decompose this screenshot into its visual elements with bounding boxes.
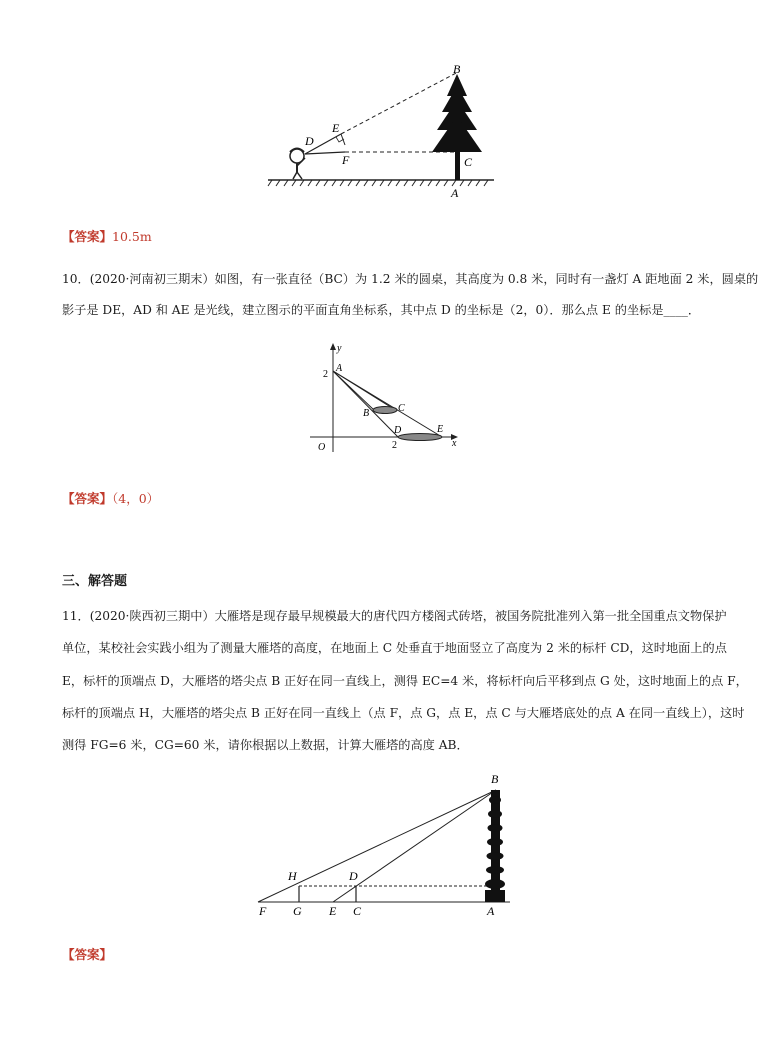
answer-q10: [62, 489, 159, 507]
label-F: F: [259, 904, 267, 918]
figure-pagoda: [250, 768, 515, 920]
x-tick-2: 2: [392, 440, 397, 451]
axis-y-label: y: [337, 343, 342, 354]
label-C: C: [353, 904, 362, 918]
question-11-line-4: 标杆的顶端点 H，大雁塔的塔尖点 B 正好在同一直线上（点 F，点 G，点 E，点 C 与大雁塔底处的点 A 在同一直线上），这时: [62, 706, 745, 720]
label-H: H: [288, 869, 297, 883]
label-B: B: [363, 408, 370, 419]
figure-table-shadow: [300, 338, 470, 458]
label-E: E: [437, 424, 444, 435]
pagoda-icon: [485, 790, 505, 902]
label-G: G: [293, 904, 302, 918]
person-icon: [290, 149, 305, 180]
answer-tag: 【答案】: [62, 491, 113, 506]
label-D: D: [305, 134, 314, 148]
question-11-line-3: E，标杆的顶端点 D，大雁塔的塔尖点 B 正好在同一直线上，测得 EC=4 米，将标杆向后平移到点 G 处，这时地面上的点 F，: [62, 674, 748, 688]
label-A: A: [451, 186, 459, 200]
axis-x-label: x: [452, 438, 457, 449]
y-tick-2: 2: [323, 369, 328, 380]
label-B: B: [453, 62, 461, 76]
answer-tag: 【答案】: [62, 947, 113, 962]
section-title: 三、解答题: [62, 574, 128, 589]
question-10-line-1: 10．(2020·河南初三期末）如图，有一张直径（BC）为 1.2 米的圆桌，其高度为 0.8 米，同时有一盏灯 A 距地面 2 米，圆桌的: [62, 272, 759, 286]
answer-q9: [62, 227, 152, 245]
label-F: F: [342, 153, 350, 167]
label-C: C: [398, 403, 405, 414]
answer-q11: [62, 945, 112, 963]
label-A: A: [487, 904, 495, 918]
tree-icon: [432, 74, 482, 180]
label-B: B: [491, 772, 499, 786]
label-E: E: [332, 121, 340, 135]
question-10-line-2: 影子是 DE，AD 和 AE 是光线，建立图示的平面直角坐标系，其中点 D 的坐标是（2，0）．那么点 E 的坐标是____．: [62, 303, 701, 317]
question-11-line-5: 测得 FG=6 米，CG=60 米，请你根据以上数据，计算大雁塔的高度 AB．: [62, 738, 469, 752]
question-11-line-2: 单位，某校社会实践小组为了测量大雁塔的高度，在地面上 C 处垂直于地面竖立了高度为 2 米的标杆 CD，这时地面上的点: [62, 641, 727, 655]
origin-label: O: [318, 442, 326, 453]
label-D: D: [394, 425, 402, 436]
question-11-line-1: 11．(2020·陕西初三期中）大雁塔是现存最早规模最大的唐代四方楼阁式砖塔，被国务院批准列入第一批全国重点文物保护: [62, 609, 727, 623]
figure-tree-shadow: [262, 58, 502, 206]
answer-value: （4，0）: [112, 491, 160, 506]
answer-tag: 【答案】: [62, 229, 113, 244]
label-D: D: [349, 869, 358, 883]
label-C: C: [464, 155, 473, 169]
label-E: E: [329, 904, 337, 918]
answer-value: 10.5m: [112, 229, 152, 244]
label-A: A: [336, 363, 343, 374]
